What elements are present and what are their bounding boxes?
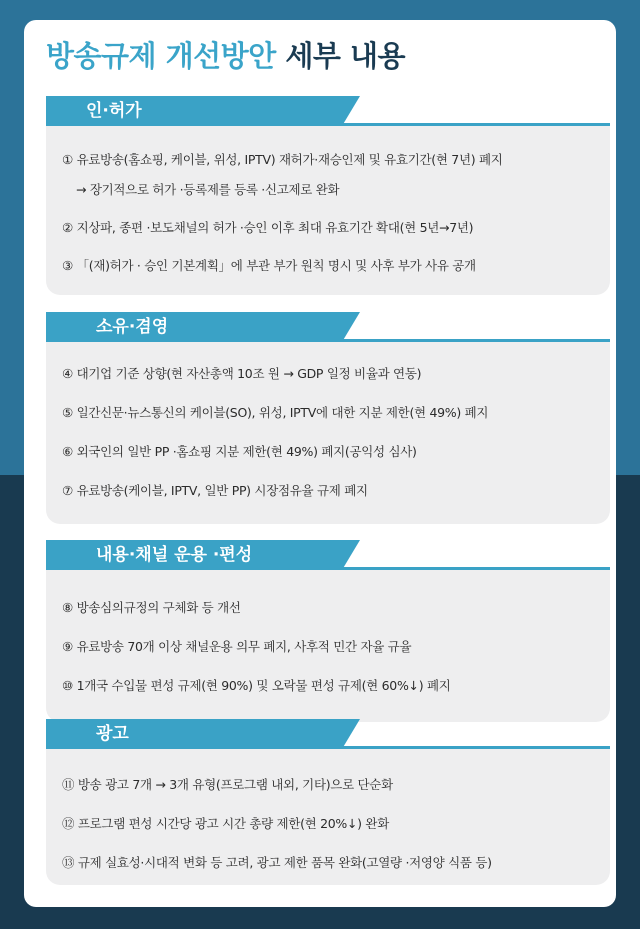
section-body bbox=[46, 126, 610, 295]
list-item: ⑨ 유료방송 70개 이상 채널운용 의무 폐지, 사후적 민간 자율 규율 bbox=[62, 639, 412, 654]
section-divider bbox=[46, 339, 610, 342]
section-header bbox=[46, 312, 610, 342]
section-advertising bbox=[46, 719, 610, 885]
section-content-channel bbox=[46, 540, 610, 722]
list-item: ④ 대기업 기준 상향(현 자산총액 10조 원 → GDP 일정 비율과 연동) bbox=[62, 366, 422, 381]
section-header bbox=[46, 540, 610, 570]
title-part-2: 세부 내용 bbox=[285, 39, 405, 73]
list-item: ⑧ 방송심의규정의 구체화 등 개선 bbox=[62, 600, 241, 615]
list-item: ⑫ 프로그램 편성 시간당 광고 시간 총량 제한(현 20%↓) 완화 bbox=[62, 816, 389, 831]
list-item: ⑬ 규제 실효성·시대적 변화 등 고려, 광고 제한 품목 완화(고열량 ·저영양 식품 등) bbox=[62, 855, 492, 870]
section-body bbox=[46, 342, 610, 524]
section-ownership bbox=[46, 312, 610, 524]
page-title bbox=[46, 34, 405, 75]
section-heading: 광고 bbox=[46, 719, 342, 749]
section-body bbox=[46, 749, 610, 885]
list-item: → 장기적으로 허가 ·등록제를 등록 ·신고제로 완화 bbox=[76, 182, 340, 197]
list-item: ② 지상파, 종편 ·보도채널의 허가 ·승인 이후 최대 유효기간 확대(현 5년→7년) bbox=[62, 220, 474, 235]
content-card bbox=[24, 20, 616, 907]
section-license bbox=[46, 96, 610, 295]
title-part-1: 방송규제 개선방안 bbox=[46, 39, 276, 73]
section-divider bbox=[46, 123, 610, 126]
section-divider bbox=[46, 746, 610, 749]
list-item: ⑪ 방송 광고 7개 → 3개 유형(프로그램 내외, 기타)으로 단순화 bbox=[62, 777, 393, 792]
section-body bbox=[46, 570, 610, 722]
list-item: ⑥ 외국인의 일반 PP ·홈쇼핑 지분 제한(현 49%) 폐지(공익성 심사) bbox=[62, 444, 417, 459]
list-item: ③ 「(재)허가 · 승인 기본계획」에 부관 부가 원칙 명시 및 사후 부가 사유 공개 bbox=[62, 258, 476, 273]
list-item: ⑩ 1개국 수입물 편성 규제(현 90%) 및 오락물 편성 규제(현 60%↓) 폐지 bbox=[62, 678, 451, 693]
section-divider bbox=[46, 567, 610, 570]
section-heading: 인·허가 bbox=[46, 96, 342, 126]
section-header bbox=[46, 96, 610, 126]
section-heading: 내용·채널 운용 ·편성 bbox=[46, 540, 342, 570]
list-item: ① 유료방송(홈쇼핑, 케이블, 위성, IPTV) 재허가·재승인제 및 유효기간(현 7년) 폐지 bbox=[62, 152, 503, 167]
list-item: ⑦ 유료방송(케이블, IPTV, 일반 PP) 시장점유율 규제 폐지 bbox=[62, 483, 368, 498]
section-header bbox=[46, 719, 610, 749]
list-item: ⑤ 일간신문·뉴스통신의 케이블(SO), 위성, IPTV에 대한 지분 제한(현 49%) 폐지 bbox=[62, 405, 489, 420]
section-heading: 소유·겸영 bbox=[46, 312, 342, 342]
